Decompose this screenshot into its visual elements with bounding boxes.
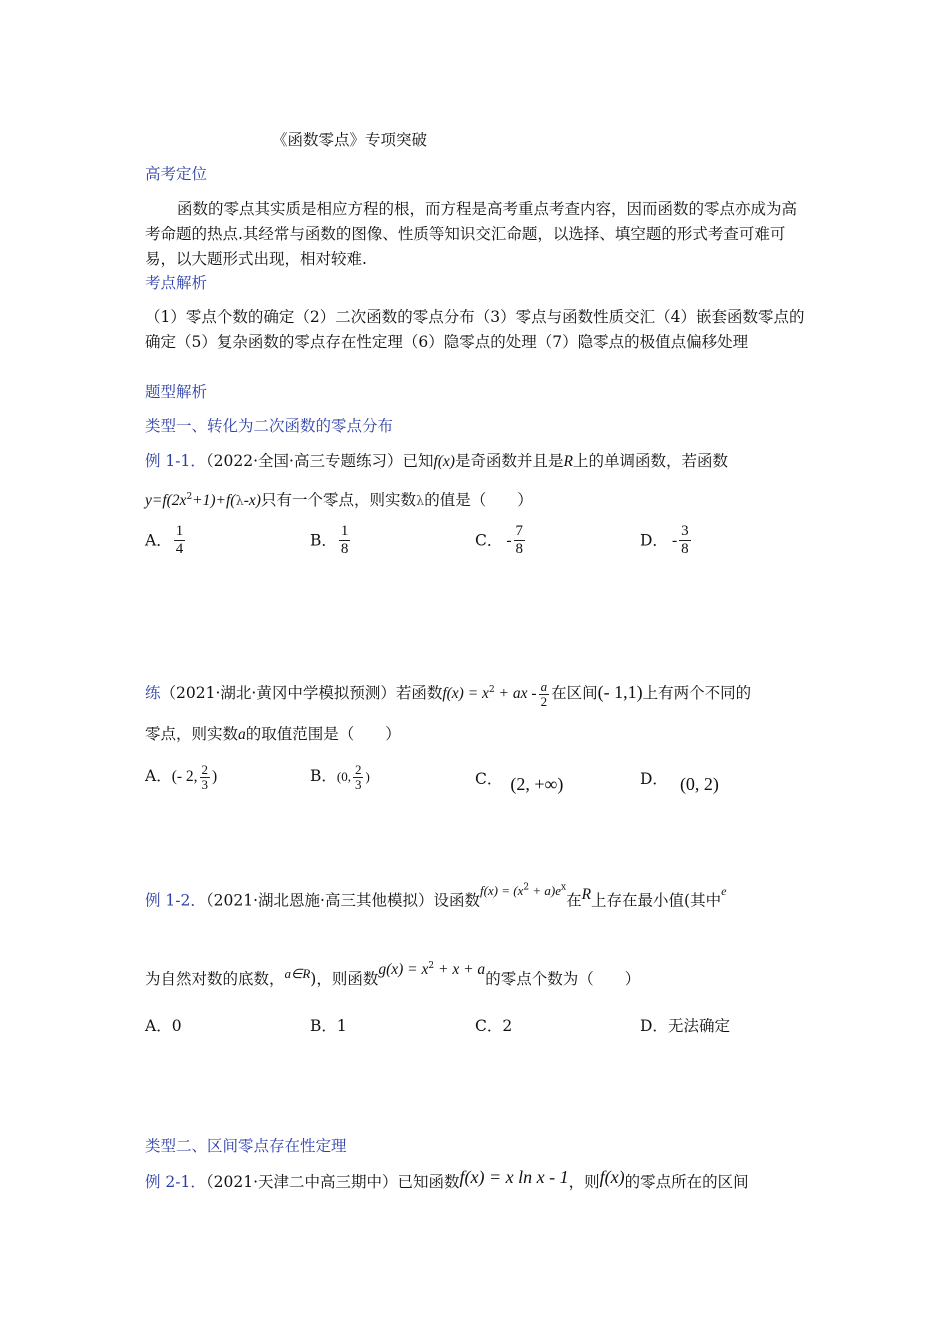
type1-heading: 类型一、转化为二次函数的零点分布 — [145, 417, 394, 435]
ex12-gfunc: g(x) = x — [378, 961, 429, 979]
ex11-option-a[interactable] — [145, 523, 187, 563]
ex11-mid: 是奇函数并且是 — [454, 452, 564, 470]
frac-num: 1 — [340, 523, 349, 539]
gaokao-paragraph: 函数的零点其实质是相应方程的根，而方程是高考重点考查内容，因而函数的零点亦成为高考命题的热点.其经常与函数的图像、性质等知识交汇命题，以选择、填空题的形式考查可难可易，以大题形式出现，相对较难. — [145, 200, 798, 268]
option-pre: (0, — [336, 769, 351, 784]
option-value: (2, +∞) — [510, 774, 564, 794]
ex11-line2-end: 的值是（ ） — [424, 491, 533, 510]
frac-den: 8 — [681, 541, 689, 557]
option-label: B． — [310, 531, 337, 550]
section-heading-tixing: 题型解析 — [145, 383, 208, 401]
ex12-line2-end: 的零点个数为（ ） — [485, 970, 641, 989]
ex12-option-d[interactable] — [640, 1016, 730, 1036]
ex21-tail: 的零点所在的区间 — [624, 1173, 749, 1191]
option-sign: - — [506, 531, 512, 549]
ex12-mid: 在 — [566, 891, 582, 910]
option-label: B． — [310, 1017, 337, 1035]
lian-in-interval: 在区间 — [551, 684, 598, 703]
ex11-lambda: λ — [235, 494, 244, 510]
ex12-option-b[interactable] — [310, 1016, 347, 1036]
section-heading-kaodian: 考点解析 — [145, 274, 208, 292]
ex12-func-tail: + a)e — [529, 883, 561, 899]
ex12-gfunc-sup: 2 — [428, 961, 435, 971]
ex11-line1 — [145, 451, 728, 472]
ex21-label: 例 2-1． — [145, 1173, 206, 1191]
option-label: D． — [640, 1017, 668, 1035]
lian-line1 — [145, 670, 751, 710]
ex12-label: 例 1-2． — [145, 891, 206, 910]
ex11-label: 例 1-1． — [145, 452, 206, 470]
frac-den: 3 — [354, 776, 362, 792]
ex12-e: e — [721, 884, 727, 899]
frac-den: 8 — [340, 541, 349, 557]
ex12-R: R — [581, 886, 592, 904]
option-label: D． — [640, 770, 668, 788]
option-label: A． — [145, 767, 172, 785]
ex11-fx: f(x) — [433, 453, 455, 470]
ex21-fx: f(x) — [599, 1167, 625, 1187]
lian-option-c[interactable] — [475, 768, 564, 794]
lian-source: （2021·湖北·黄冈中学模拟预测）若函数 — [160, 684, 443, 703]
ex12-tail: 上存在最小值(其中 — [591, 891, 722, 910]
ex12-func: f(x) = (x — [479, 883, 524, 899]
ex12-line2-text: 为自然对数的底数， — [145, 970, 285, 989]
ex11-tail: 上的单调函数，若函数 — [572, 452, 728, 470]
option-value: 1 — [336, 1017, 347, 1035]
ex12-line2 — [145, 956, 640, 996]
ex11-line2-tail: 只有一个零点，则实数 — [260, 491, 416, 510]
ex12-source: （2021·湖北恩施·高三其他模拟）设函数 — [205, 891, 480, 910]
option-value: 0 — [171, 1017, 182, 1035]
ex12-gfunc-tail: + x + a — [434, 961, 486, 979]
ex12-aR: a∈R — [284, 966, 311, 982]
page-title: 《函数零点》专项突破 — [272, 131, 428, 149]
option-post: ) — [212, 768, 218, 785]
ex21-mid: ，则 — [568, 1173, 600, 1191]
option-label: B． — [310, 767, 337, 785]
ex21-line1 — [145, 1163, 749, 1199]
frac-num: 2 — [354, 761, 362, 777]
section-heading-gaokao: 高考定位 — [145, 165, 208, 183]
ex12-line1 — [145, 880, 726, 916]
option-post: ) — [365, 769, 370, 784]
frac-num: 3 — [681, 523, 689, 539]
lian-label: 练 — [145, 684, 161, 703]
lian-line2-text: 零点，则实数 — [145, 725, 239, 743]
frac-den: 8 — [515, 541, 524, 557]
ex11-line2 — [145, 487, 533, 512]
lian-option-d[interactable] — [640, 768, 719, 794]
option-label: A． — [145, 1017, 172, 1035]
frac-num: 2 — [201, 761, 209, 777]
option-sign: - — [671, 531, 678, 549]
lian-option-a[interactable] — [145, 756, 217, 796]
ex11-option-d[interactable] — [640, 523, 693, 563]
ex11-func-b: +1)+f( — [192, 492, 236, 510]
frac-num: a — [540, 678, 548, 694]
option-value: 无法确定 — [667, 1017, 730, 1035]
frac-num: 7 — [515, 523, 524, 539]
option-value: 2 — [502, 1017, 513, 1035]
ex21-func: f(x) = x ln x - 1 — [459, 1167, 569, 1187]
ex11-lambda-2: λ — [415, 494, 425, 510]
ex11-option-c[interactable] — [475, 523, 527, 563]
option-pre: (- 2, — [171, 768, 198, 785]
ex12-func-sup2: x — [560, 883, 567, 893]
ex11-option-b[interactable] — [310, 523, 352, 563]
frac-den: 3 — [201, 776, 209, 792]
lian-line2 — [145, 724, 401, 745]
ex11-func-c: -x) — [243, 492, 261, 510]
frac-num: 1 — [175, 523, 184, 539]
ex11-source: （2022·全国·高三专题练习）已知 — [205, 452, 434, 470]
ex21-source: （2021·天津二中高三期中）已知函数 — [205, 1173, 460, 1191]
lian-func-left: f(x) = x — [442, 685, 489, 703]
ex12-option-c[interactable] — [475, 1016, 512, 1036]
lian-line2-end: 的取值范围是（ ） — [245, 725, 401, 743]
kaodian-paragraph: （1）零点个数的确定（2）二次函数的零点分布（3）零点与函数性质交汇（4）嵌套函数零点的确定（5）复杂函数的零点存在性定理（6）隐零点的处理（7）隐零点的极值点偏移处理 — [145, 308, 805, 351]
option-label: A． — [145, 531, 172, 550]
lian-func-mid: + ax - — [494, 685, 537, 703]
lian-option-b[interactable] — [310, 756, 370, 796]
frac-den: 4 — [175, 541, 184, 557]
lian-interval: (- 1,1) — [597, 682, 643, 703]
option-label: D． — [640, 531, 668, 550]
ex12-func-sup: 2 — [523, 883, 530, 893]
lian-tail: 上有两个不同的 — [642, 684, 752, 703]
ex12-line2-mid: )，则函数 — [310, 970, 379, 989]
frac-den: 2 — [540, 693, 548, 709]
ex12-option-a[interactable] — [145, 1016, 182, 1036]
lian-a: a — [238, 726, 246, 743]
option-label: C． — [475, 531, 503, 550]
ex11-func-sup: 2 — [186, 492, 193, 502]
option-label: C． — [475, 770, 503, 788]
type2-heading: 类型二、区间零点存在性定理 — [145, 1137, 347, 1155]
ex11-func-a: y=f(2x — [145, 492, 187, 510]
lian-func-sup: 2 — [488, 685, 495, 695]
option-value: (0, 2) — [679, 774, 719, 794]
ex11-R: R — [563, 453, 573, 470]
option-label: C． — [475, 1017, 503, 1035]
